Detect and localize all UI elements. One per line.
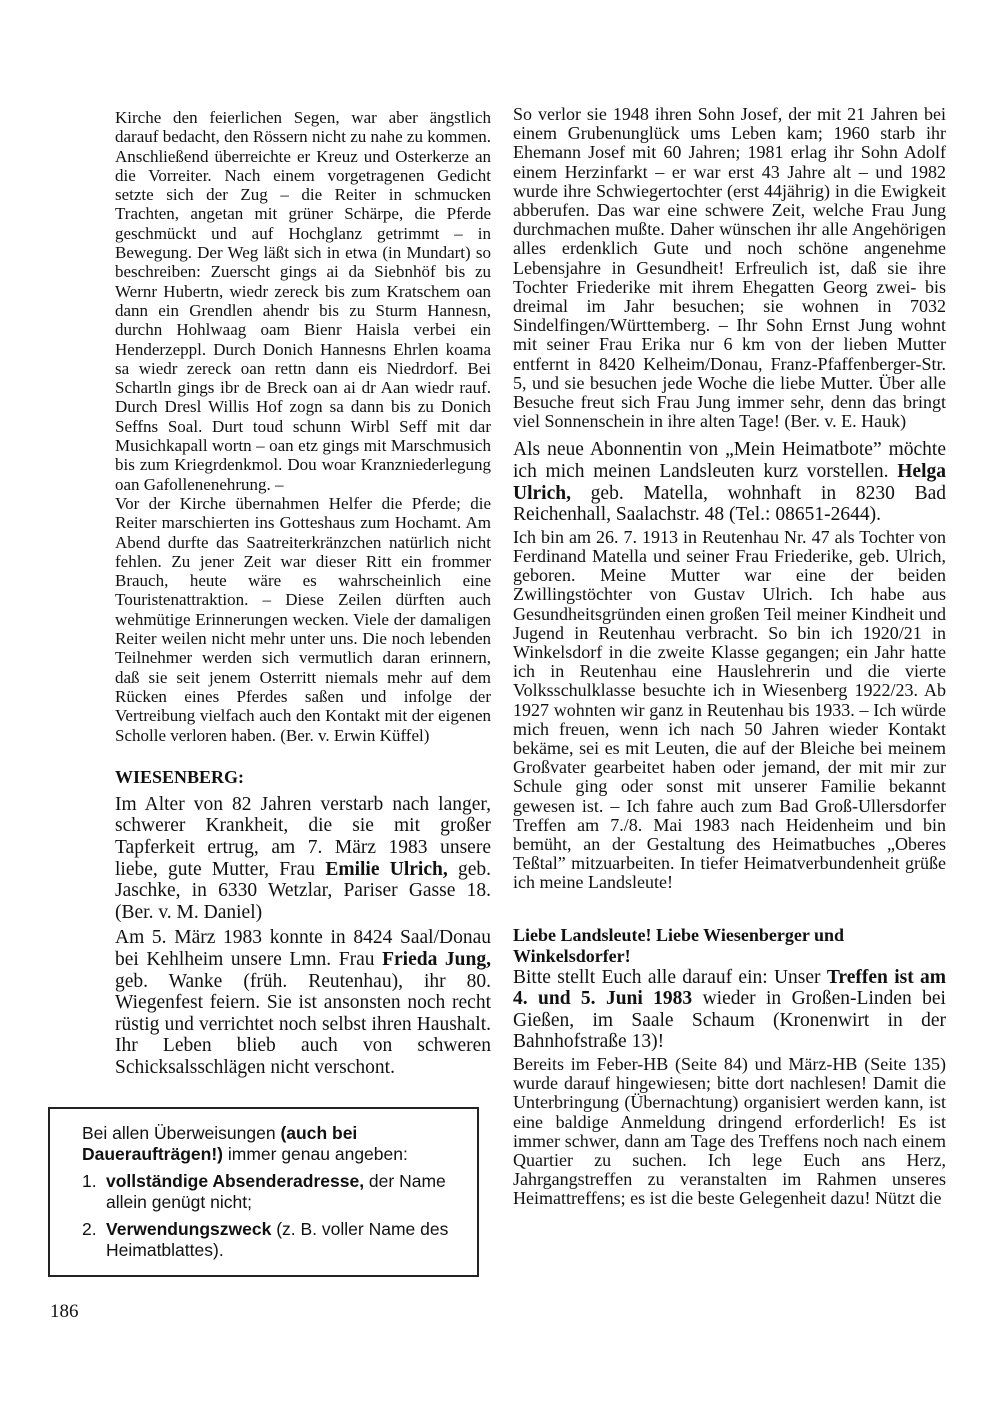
article-saatreiter	[115, 108, 491, 745]
name-bold: Frieda Jung,	[382, 948, 491, 970]
paragraph	[513, 439, 946, 525]
paragraph	[115, 794, 491, 924]
text: Bei allen Überweisungen	[82, 1122, 281, 1143]
text: Als neue Abonnentin von „Mein Heimatbote” möchte ich mich meinen Landsleuten kurz vorstellen.	[513, 439, 946, 483]
section-heading-landsleute: Liebe Landsleute! Liebe Wiesenberger und Winkelsdorfer!	[513, 924, 845, 966]
notice-item	[82, 1171, 457, 1213]
item-text	[106, 1219, 457, 1261]
paragraph	[115, 927, 491, 1078]
text-bold: (auch bei Daueraufträgen!)	[82, 1122, 358, 1164]
article-jung-continued	[513, 105, 946, 431]
text-bold: vollständige Absenderadresse,	[106, 1170, 365, 1191]
paragraph: Vor der Kirche übernahmen Helfer die Pferde; die Reiter marschierten ins Gotteshaus zum Hochamt. Am Abend durfte das Saatreiterkränzchen natürlich nicht fehlen. Zu jener Zeit war dieser Ritt ein frommer Brauch, heute wäre es wahrscheinlich eine Touristenattraktion. – Diese Zeilen dürften auch wehmütige Erinnerungen wecken. Viele der damaligen Reiter weilen nicht mehr unter uns. Die noch lebenden Teilnehmer werden sich vermutlich daran erinnern, daß sie seit jenem Osterritt niemals mehr auf dem Rücken eines Pferdes saßen und infolge der Vertreibung vielfach auch den Kontakt mit der eigenen Scholle verloren haben. (Ber. v. Erwin Küffel)	[115, 493, 491, 745]
item-number: 1.	[82, 1170, 97, 1191]
article-treffen	[513, 967, 946, 1053]
item-text	[106, 1171, 457, 1213]
text: geb. Jaschke, in 6330 Wetzlar, Pariser Gasse 18. (Ber. v. M. Daniel)	[115, 858, 491, 923]
name-bold: Helga Ulrich,	[513, 461, 946, 504]
notice-box	[48, 1107, 479, 1277]
paragraph: Bereits im Feber-HB (Seite 84) und März-HB (Seite 135) wurde darauf hingewiesen; bitte dort nachlesen! Damit die Unterbringung (Übernachtung) organisiert werden kann, ist eine baldige Anmeldung dringend erforderlich! Es ist immer schwer, dann am Tage des Treffens noch nach einem Quartier zu suchen. Ich lege Euch ans Herz, Jahrgangstreffen zu veranstalten im Rahmen unseres Heimattreffens; es ist die beste Gelegenheit dazu! Nützt die	[513, 1054, 946, 1209]
paragraph: So verlor sie 1948 ihren Sohn Josef, der mit 21 Jahren bei einem Grubenunglück ums Leben kam; 1960 starb ihr Ehemann Josef mit 60 Jahren; 1981 erlag ihr Sohn Adolf einem Herzinfarkt – er war erst 43 Jahre alt – und 1982 wurde ihre Schwiegertochter (erst 44jährig) in die Ewigkeit abberufen. Das war eine schwere Zeit, welche Frau Jung durchmachen mußte. Daher wünschen ihr alle Angehörigen alles erdenklich Gute und noch schöne angenehme Lebensjahre in Gesundheit! Erfreulich ist, daß sie ihre Tochter Friederike mit ihrem Ehegatten Georg zwei- bis dreimal im Jahr besuchen; sie wohnen in 7032 Sindelfingen/Württemberg. – Ihr Sohn Ernst Jung wohnt mit seiner Frau Erika nur 6 km von der lieben Mutter entfernt in 8420 Kelheim/Donau, Franz-Pfaffenberger-Str. 5, und sie besuchen jede Woche die liebe Mutter. Über alle Besuche freut sich Frau Jung immer sehr, denn das bringt viel Sonnenschein in ihre alten Tage! (Ber. v. E. Hauk)	[513, 104, 946, 432]
article-wiesenberg	[115, 794, 491, 1079]
text: geb. Wanke (früh. Reutenhau), ihr 80. Wiegenfest feiern. Sie ist ansonsten noch recht rüstig und verrichtet noch selbst ihren Haushalt. Ihr Leben blieb auch von schweren Schicksalsschlägen nicht verschont.	[115, 970, 491, 1078]
notice-list	[82, 1171, 457, 1261]
left-column	[50, 108, 491, 1323]
text: der Name allein genügt nicht;	[106, 1170, 446, 1212]
paragraph: Ich bin am 26. 7. 1913 in Reutenhau Nr. 47 als Tochter von Ferdinand Matella und seiner Frau Friederike, geb. Ulrich, geboren. Meine Mutter war eine der beiden Zwillingstöchter von Gustav Ulrich. Ich habe aus Gesundheitsgründen einen großen Teil meiner Kindheit und Jugend in Reutenhau verbracht. So bin ich 1920/21 in Winkelsdorf in die zweite Klasse gegangen; ein Jahr hatte ich in Reutenhau eine Hauslehrerin und die vierte Volksschulklasse besuchte ich in Wiesenberg 1922/23. Ab 1927 wohnten wir ganz in Reutenhau bis 1933. – Ich würde mich freuen, wenn ich nach 50 Jahren wieder Kontakt bekäme, sei es mit Leuten, die auf der Bleiche bei meinem Großvater gearbeitet haben oder jemand, der mit mir zur Schule ging oder sonst mit unserer Familie bekannt gewesen ist. – Ich fahre auch zum Bad Groß-Ullersdorfer Treffen am 7./8. Mai 1983 nach Heidenheim und bin bemüht, an der Gestaltung des Heimatbuches „Oberes Teßtal” mitzuarbeiten. In tiefer Heimatverbundenheit grüße ich meine Landsleute!	[513, 526, 946, 893]
paragraph: Kirche den feierlichen Segen, war aber ängstlich darauf bedacht, den Rössern nicht zu nahe zu kommen. Anschließend überreichte er Kreuz und Osterkerze an die Vorreiter. Nach einem vorgetragenen Gedicht setzte sich der Zug – die Reiter in schmucken Trachten, angetan mit grüner Schärpe, die Pferde geschmückt und auf Hochglanz getrimmt – in Bewegung. Der Weg läßt sich in etwa (in Mundart) so beschreiben: Zuerscht gings ai da Siebnhöf bis zu Wernr Hubertn, wiedr zereck bis zum Kratschem oan dann ein Grendlen ahendr bis zu Sturm Hannesn, durchn Hohlwaag oam Bienr Haisla verbei ein Henderzeppl. Durch Donich Hannesns Ehrlen koama sa wiedr zereck oan rettn dann eis Niedrdorf. Bei Schartln gings ibr de Breck oan ai dr Aan wiedr rauf. Durch Dresl Willis Hof zogn sa dann bis zu Donich Seffns Soal. Durt toud schunn Wirbl Seff mit dar Musichkapall wortn – oan etz gings mit Marschmusich bis zum Kriegrdenkmol. Dou woar Kranzniederlegung oan Gafollenenehrung. –	[115, 108, 491, 494]
text: wieder in Großen-Linden bei Gießen, im Saale Schaum (Kronenwirt in der Bahnhofstraße 13)!	[513, 988, 946, 1053]
text: (z. B. voller Name des Heimatblattes).	[106, 1218, 449, 1260]
text: immer genau angeben:	[223, 1143, 408, 1164]
text-bold: Verwendungszweck	[106, 1218, 272, 1239]
article-helga-ulrich	[513, 439, 946, 525]
text-bold: Treffen ist am 4. und 5. Juni 1983	[513, 966, 947, 1010]
paragraph	[513, 967, 946, 1053]
page-number: 186	[50, 1300, 79, 1322]
text: Im Alter von 82 Jahren verstarb nach langer, schwerer Krankheit, die sie mit großer Tapferkeit ertrug, am 7. März 1983 unsere liebe, gute Mutter, Frau	[115, 793, 491, 880]
section-heading-wiesenberg: WIESENBERG:	[115, 766, 245, 787]
article-helga-ulrich-body	[513, 528, 946, 893]
notice-intro	[82, 1123, 457, 1165]
text: Bitte stellt Euch alle darauf ein: Unser	[513, 966, 827, 988]
right-column	[513, 105, 946, 1209]
notice-item	[82, 1219, 457, 1261]
name-bold: Emilie Ulrich,	[325, 858, 448, 880]
text: Am 5. März 1983 konnte in 8424 Saal/Donau bei Kehlheim unsere Lmn. Frau	[115, 927, 491, 970]
item-number: 2.	[82, 1218, 97, 1239]
article-treffen-body	[513, 1055, 946, 1209]
text: geb. Matella, wohnhaft in 8230 Bad Reichenhall, Saalachstr. 48 (Tel.: 08651-2644).	[513, 482, 946, 526]
